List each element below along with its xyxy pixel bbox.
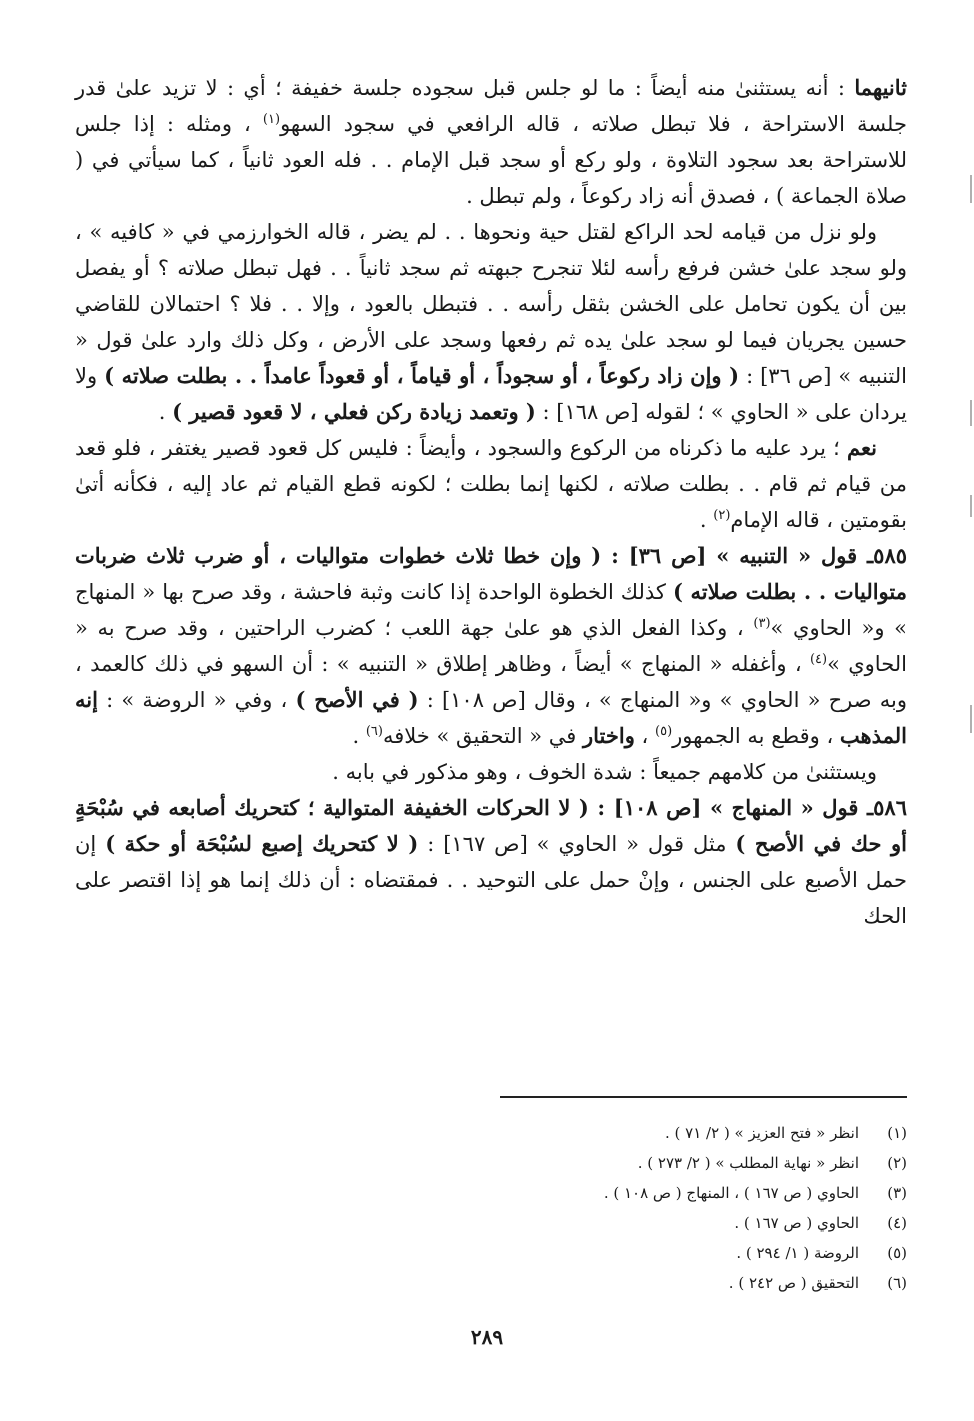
footnote-number: (٤) xyxy=(887,1214,907,1232)
text-run: ، xyxy=(634,724,655,748)
footnote-separator xyxy=(500,1096,907,1098)
footnote-number: (٢) xyxy=(887,1154,907,1172)
text-run: ، وفي « الروضة » : xyxy=(97,688,296,712)
main-text xyxy=(75,70,907,934)
text-run-bold: ٥٨٥ـ قول « التنبيه » [ص ٣٦] : xyxy=(601,543,908,568)
text-run: . xyxy=(352,724,366,748)
text-run-bold: إنه المذهب xyxy=(75,687,907,748)
text-run: ، وقطع به الجمهور xyxy=(672,724,840,748)
footnote-ref: (١) xyxy=(262,112,281,127)
text-run: ، وكذا الفعل الذي هو علىٰ جهة اللعب ؛ كضرب الراحتين ، وقد صرح به « الحاوي » xyxy=(75,616,907,676)
text-run: : أنه يستثنىٰ منه أيضاً : ما لو جلس قبل سجوده جلسة خفيفة ؛ أي : لا تزيد علىٰ قدر جلسة الاستراحة ، فلا تبطل صلاته ، قاله الرافعي في سجود السهو xyxy=(75,76,907,136)
footnote-text: الحاوي ( ص ١٦٧ ) . xyxy=(734,1214,859,1232)
footnote-ref: (٤) xyxy=(809,652,828,667)
text-run: كذلك الخطوة الواحدة إذا كانت وثبة فاحشة ، وقد صرح بها « المنهاج » و« الحاوي » xyxy=(75,580,907,640)
footnote-ref: (٥) xyxy=(655,724,673,739)
text-run: في « التحقيق » خلافه xyxy=(382,724,584,748)
text-run: ، وأغفله « المنهاج » أيضاً ، وظاهر إطلاق « التنبيه » : أن السهو في ذلك كالعمد ، وبه صرح « الحاوي » و« المنهاج » ، وقال [ص ١٠٨] : xyxy=(75,652,907,712)
text-run-bold: ( وإن زاد ركوعاً ، أو سجوداً ، أو قياماً ، أو قعوداً عامداً . . بطلت صلاته ) xyxy=(104,363,740,388)
text-run-bold: ( وتعمد زيادة ركن فعلي ، لا قعود قصير ) xyxy=(172,399,536,424)
text-run: . xyxy=(158,400,173,424)
paragraph xyxy=(75,754,907,790)
paragraph xyxy=(75,70,907,214)
paragraph xyxy=(75,430,907,538)
text-run: ؛ يرد عليه ما ذكرناه من الركوع والسجود ، وأيضاً : فليس كل قعود قصير يغتفر ، فلو قعد من قيام ثم قام . . بطلت صلاته ، لكنها إنما بطلت ؛ لكونه قطع القيام ثم عاد إليه ، فكأنه أتىٰ بقومتين ، قاله الإمام xyxy=(75,436,907,532)
footnote xyxy=(300,1148,907,1178)
footnote-number: (٣) xyxy=(887,1184,907,1202)
text-run-bold: ( وإن خطا ثلاث خطوات متواليات ، أو ضرب ثلاث ضربات متواليات . . بطلت صلاته ) xyxy=(75,543,907,604)
footnote xyxy=(300,1268,907,1298)
footnote-text: انظر « فتح العزيز » ( ٢/ ٧١ ) . xyxy=(665,1124,859,1142)
text-run: ويستثنىٰ من كلامهم جميعاً : شدة الخوف ، وهو مذكور في بابه . xyxy=(332,760,877,784)
text-run: ولا يردان على « الحاوي » ؛ لقوله [ص ١٦٨] : xyxy=(75,364,907,424)
footnote-number: (١) xyxy=(887,1124,907,1142)
footnote-number: (٦) xyxy=(887,1274,907,1292)
text-run-bold: ( في الأصح ) xyxy=(295,687,419,712)
footnote-text: التحقيق ( ص ٢٤٢ ) . xyxy=(728,1274,859,1292)
text-run-bold: ثانيهما xyxy=(854,75,907,100)
footnote-text: الحاوي ( ص ١٦٧ ) ، المنهاج ( ص ١٠٨ ) . xyxy=(603,1184,859,1202)
footnote xyxy=(300,1208,907,1238)
text-run-bold: ٥٨٦ـ قول « المنهاج » [ص ١٠٨] : xyxy=(588,795,907,820)
page-number: ٢٨٩ xyxy=(470,1325,504,1349)
paragraph xyxy=(75,790,907,934)
paragraph xyxy=(75,538,907,754)
text-run: ولو نزل من قيامه لحد الراكع لقتل حية ونحوها . . لم يضر ، قاله الخوارزمي في « كافيه » ، ولو سجد علىٰ خشن فرفع رأسه لئلا تنجرح جبهته ثم سجد ثانياً . . فهل تبطل صلاته ؟ أو يفصل بين أن يكون تحامل على الخشن بثقل رأسه . . فتبطل بالعود ، وإلا . . فلا ؟ احتمالان للقاضي حسين يجريان فيما لو سجد علىٰ يده ثم رفعها وسجد على الأرض ، وكل ذلك وارد علىٰ قول « التنبيه » [ص ٣٦] : xyxy=(75,220,907,388)
footnote-number: (٥) xyxy=(887,1244,907,1262)
footnote xyxy=(300,1238,907,1268)
text-run: ، ومثله : إذا جلس للاستراحة بعد سجود التلاوة ، ولو ركع أو سجد قبل الإمام . . فله العود ثانياً ، كما سيأتي في ( صلاة الجماعة ) ، فصدق أنه زاد ركوعاً ، ولم تبطل . xyxy=(75,112,907,208)
footnote xyxy=(300,1178,907,1208)
text-run-bold: نعم xyxy=(847,435,877,460)
text-run-bold: ( لا الحركات الخفيفة المتوالية ؛ كتحريك أصابعه في سُبْحَةٍ أو حك في الأصح ) xyxy=(75,795,908,856)
footnote-text: الروضة ( ١/ ٢٩٤ ) . xyxy=(736,1244,859,1262)
text-run: . xyxy=(699,508,714,532)
text-run: إن حمل الأصبع على الجنس ، وإنْ حمل على التوحيد . . فمقتضاه : أن ذلك إنما هو إذا اقتصر على الحك xyxy=(75,832,907,928)
text-run-bold: ( لا كتحريك إصبع لسُبْحَة أو حكة ) xyxy=(105,831,419,856)
footnote-ref: (٦) xyxy=(365,724,383,739)
footnote-ref: (٣) xyxy=(753,616,771,631)
text-run: مثل قول « الحاوي » [ص ١٦٧] : xyxy=(418,832,736,856)
scan-edge-marks xyxy=(968,0,972,1421)
footnote xyxy=(300,1118,907,1148)
text-run-bold: واختار xyxy=(583,723,635,748)
footnote-text: انظر « نهاية المطلب » ( ٢/ ٢٧٣ ) . xyxy=(637,1154,859,1172)
footnotes xyxy=(300,1118,907,1298)
footnote-ref: (٢) xyxy=(713,508,731,523)
paragraph xyxy=(75,214,907,430)
